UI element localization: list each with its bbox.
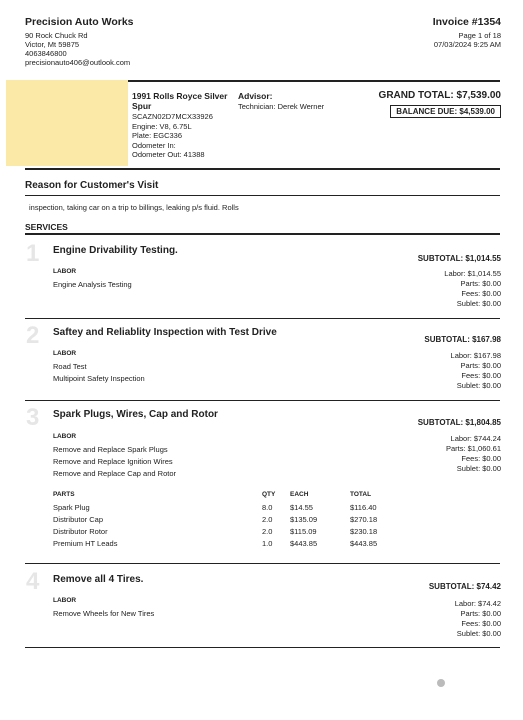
part-name: Distributor Rotor (53, 527, 108, 536)
part-total: $270.18 (350, 515, 378, 524)
parts-header-qty: QTY (262, 491, 276, 498)
shop-address-line2: Victor, Mt 59875 (25, 40, 80, 49)
vehicle-vin: SCAZN02D7MCX33926 (132, 112, 213, 121)
service-number: 4 (26, 568, 40, 595)
grand-total: GRAND TOTAL: $7,539.00 (378, 90, 501, 101)
advisor-label: Advisor: (238, 91, 273, 101)
service-title: Spark Plugs, Wires, Cap and Rotor (53, 409, 218, 420)
parts-header-name: PARTS (53, 491, 75, 498)
labor-item: Remove and Replace Cap and Rotor (53, 469, 176, 478)
scan-smudge (437, 679, 445, 687)
part-each: $443.85 (290, 539, 318, 548)
parts-header-total: TOTAL (350, 491, 372, 498)
part-qty: 2.0 (262, 527, 273, 536)
service-subtotal: SUBTOTAL: $74.42 (428, 582, 501, 591)
odometer-out: Odometer Out: 41388 (132, 150, 205, 159)
reason-text: inspection, taking car on a trip to billings, leaking p/s fluid. Rolls (29, 203, 239, 212)
sublet-amount: Sublet: $0.00 (456, 381, 501, 390)
fees-amount: Fees: $0.00 (461, 619, 501, 628)
parts-header-each: EACH (290, 491, 309, 498)
part-total: $443.85 (350, 539, 378, 548)
service-divider (25, 318, 500, 319)
part-name: Distributor Cap (53, 515, 104, 524)
part-total: $116.40 (350, 503, 377, 512)
technician: Technician: Derek Werner (238, 102, 325, 111)
labor-item: Multipoint Safety Inspection (53, 374, 145, 383)
invoice-title: Invoice #1354 (432, 16, 501, 28)
service-title: Saftey and Reliablity Inspection with Test Drive (53, 327, 277, 338)
odometer-in: Odometer In: (132, 140, 176, 150)
service-number: 1 (26, 240, 40, 267)
labor-amount: Labor: $744.24 (450, 434, 501, 443)
service-subtotal: SUBTOTAL: $1,014.55 (417, 254, 501, 263)
labor-amount: Labor: $74.42 (454, 599, 501, 608)
sublet-amount: Sublet: $0.00 (456, 464, 501, 473)
labor-item: Road Test (53, 362, 87, 371)
parts-amount: Parts: $0.00 (460, 361, 501, 370)
sublet-amount: Sublet: $0.00 (456, 299, 501, 308)
part-total: $230.18 (350, 527, 378, 536)
part-each: $115.09 (290, 527, 317, 536)
vehicle-title: 1991 Rolls Royce Silver Spur (132, 91, 228, 111)
service-subtotal: SUBTOTAL: $167.98 (424, 335, 501, 344)
labor-item: Remove and Replace Spark Plugs (53, 445, 168, 454)
labor-header: LABOR (53, 597, 77, 604)
labor-item: Engine Analysis Testing (53, 280, 132, 289)
service-title: Remove all 4 Tires. (53, 574, 144, 585)
service-divider (25, 647, 500, 648)
shop-name: Precision Auto Works (25, 16, 134, 28)
shop-address-line1: 90 Rock Chuck Rd (25, 31, 88, 40)
vehicle-engine: Engine: V8, 6.75L (132, 121, 192, 131)
labor-item: Remove Wheels for New Tires (53, 609, 155, 618)
balance-due-badge: BALANCE DUE: $4,539.00 (390, 105, 501, 118)
parts-amount: Parts: $1,060.61 (445, 444, 501, 453)
service-divider (25, 563, 500, 564)
service-number: 2 (26, 322, 40, 349)
labor-header: LABOR (53, 350, 77, 357)
shop-phone: 4063846800 (25, 49, 67, 58)
vehicle-divider (25, 168, 500, 170)
service-title: Engine Drivability Testing. (53, 245, 178, 256)
fees-amount: Fees: $0.00 (461, 454, 501, 463)
service-divider (25, 400, 500, 401)
fees-amount: Fees: $0.00 (461, 371, 501, 380)
labor-amount: Labor: $1,014.55 (444, 269, 501, 278)
service-subtotal: SUBTOTAL: $1,804.85 (417, 418, 501, 427)
part-each: $14.55 (290, 503, 313, 512)
services-divider (25, 233, 500, 235)
part-qty: 2.0 (262, 515, 273, 524)
labor-amount: Labor: $167.98 (450, 351, 501, 360)
redaction-sticky-note (6, 80, 128, 166)
reason-title: Reason for Customer's Visit (25, 180, 159, 191)
parts-amount: Parts: $0.00 (460, 279, 501, 288)
part-qty: 1.0 (262, 539, 273, 548)
services-title: SERVICES (25, 222, 68, 232)
parts-amount: Parts: $0.00 (460, 609, 501, 618)
service-number: 3 (26, 404, 40, 431)
page-indicator: Page 1 of 18 (458, 31, 501, 40)
part-name: Premium HT Leads (53, 539, 118, 548)
vehicle-plate: Plate: EGC336 (132, 131, 183, 140)
shop-email: precisionauto406@outlook.com (25, 58, 131, 67)
part-qty: 8.0 (262, 503, 273, 512)
labor-header: LABOR (53, 268, 77, 275)
labor-item: Remove and Replace Ignition Wires (53, 457, 173, 466)
fees-amount: Fees: $0.00 (461, 289, 501, 298)
sublet-amount: Sublet: $0.00 (456, 629, 501, 638)
labor-header: LABOR (53, 433, 77, 440)
invoice-datetime: 07/03/2024 9:25 AM (433, 40, 501, 49)
part-each: $135.09 (290, 515, 318, 524)
reason-divider (25, 195, 500, 196)
part-name: Spark Plug (53, 503, 90, 512)
